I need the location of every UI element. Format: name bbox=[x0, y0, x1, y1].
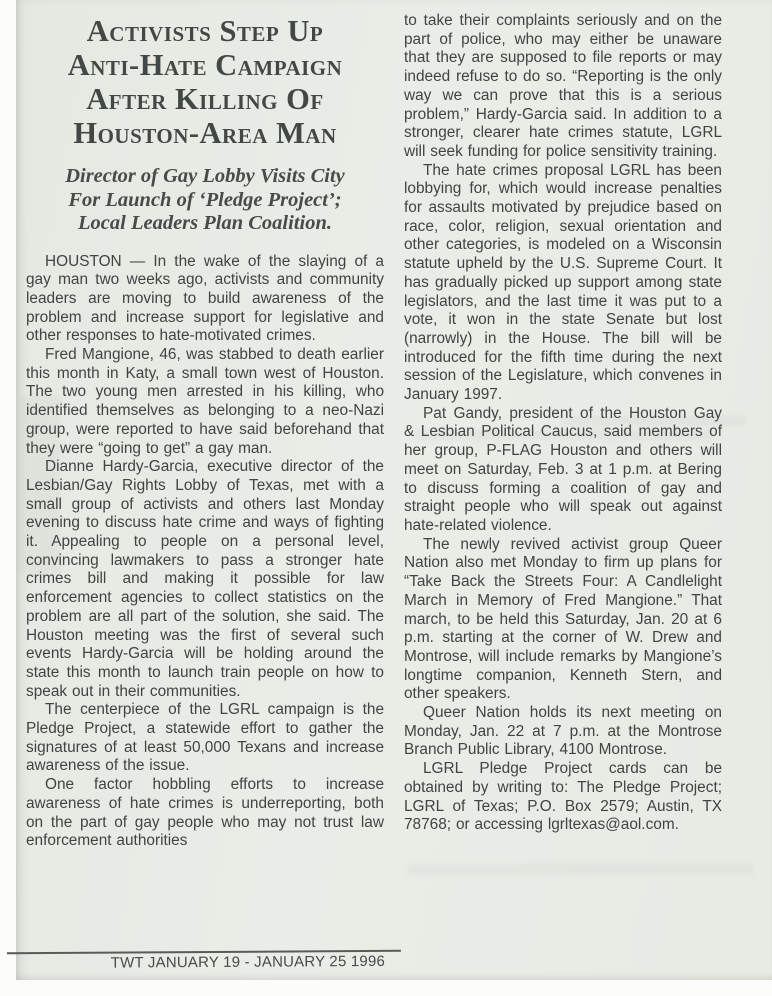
paragraph: HOUSTON — In the wake of the slaying of a gay man two weeks ago, activists and community leaders are moving to build awareness of the problem and increase support for legislative and other responses to hate-motivated crimes. bbox=[26, 252, 384, 345]
paragraph: Dianne Hardy-Garcia, executive director of the Lesbian/Gay Rights Lobby of Texas, met with a small group of activists and others last Monday evening to discuss hate crime and ways of fighting it. Appealing to people on a personal level, convincing lawmakers to pass a stronger hate crimes bill and making it possible for law enforcement agencies to collect statistics on the problem are all part of the solution, she said. The Houston meeting was the first of several such events Hardy-Garcia will be holding around the state this month to launch train people on how to speak out in their communities. bbox=[26, 458, 384, 700]
headline-line: Houston-Area Man bbox=[73, 116, 337, 150]
paragraph: LGRL Pledge Project cards can be obtained by writing to: The Pledge Project; LGRL of Texas; P.O. Box 2579; Austin, TX 78768; or accessing lgrltexas@aol.com. bbox=[404, 760, 722, 834]
paragraph: Queer Nation holds its next meeting on Monday, Jan. 22 at 7 p.m. at the Montrose Branch Public Library, 4100 Montrose. bbox=[404, 704, 722, 759]
page-footer bbox=[7, 950, 401, 972]
subheadline-line: For Launch of ‘Pledge Project’; bbox=[68, 188, 342, 211]
issue-date-line: TWT JANUARY 19 - JANUARY 25 1996 bbox=[110, 952, 386, 972]
headline-line: Activists Step Up bbox=[86, 14, 324, 48]
right-column bbox=[404, 6, 722, 835]
left-column bbox=[26, 6, 384, 851]
newspaper-clipping bbox=[16, 0, 772, 980]
paragraph: The hate crimes proposal LGRL has been lobbying for, which would increase penalties for assaults motivated by prejudice based on race, color, religion, sexual orientation and other categories, is modeled on a Wisconsin statute upheld by the U.S. Supreme Court. It has gradually picked up support among state legislators, and the last time it was put to a vote, it won in the state Senate but lost (narrowly) in the House. The bill will be introduced for the fifth time during the next session of the Legislature, which convenes in January 1997. bbox=[404, 161, 722, 404]
paragraph: to take their complaints seriously and on the part of police, who may either be unaware that they are supposed to file reports or may indeed refuse to do so. “Reporting is the only way we can prove that this is a serious problem,” Hardy-Garcia said. In addition to a stronger, clearer hate crimes statute, LGRL will seek funding for police sensitivity training. bbox=[404, 12, 722, 160]
paragraph: Pat Gandy, president of the Houston Gay & Lesbian Political Caucus, said members of her group, P-FLAG Houston and others will meet on Saturday, Feb. 3 at 1 p.m. at Bering to discuss forming a coalition of gay and straight people who will speak out against hate-related violence. bbox=[404, 404, 722, 534]
paragraph: The newly revived activist group Queer Nation also met Monday to firm up plans for “Take Back the Streets Four: A Candlelight March in Memory of Fred Mangione.” That march, to be held this Saturday, Jan. 20 at 6 p.m. starting at the corner of W. Drew and Montrose, will include remarks by Mangione’s longtime companion, Kenneth Stern, and other speakers. bbox=[404, 535, 722, 703]
paragraph: Fred Mangione, 46, was stabbed to death earlier this month in Katy, a small town west of Houston. The two young men arrested in his killing, who identified themselves as belonging to a neo-Nazi group, were reported to have said beforehand that they were “going to get” a gay man. bbox=[26, 346, 384, 457]
paragraph: One factor hobbling efforts to increase awareness of hate crimes is underreporting, both on the part of gay people who may not trust law enforcement authorities bbox=[26, 776, 384, 850]
article-column-1 bbox=[26, 253, 384, 852]
subheadline-line: Local Leaders Plan Coalition. bbox=[78, 212, 332, 234]
subheadline bbox=[26, 165, 384, 236]
paragraph: The centerpiece of the LGRL campaign is the Pledge Project, a statewide effort to gather the signatures of at least 50,000 Texans and increase awareness of the issue. bbox=[26, 701, 384, 775]
subheadline-line: Director of Gay Lobby Visits City bbox=[65, 165, 345, 187]
article-column-2 bbox=[404, 12, 722, 835]
headline-line: After Killing Of bbox=[86, 82, 324, 116]
scan-artifact bbox=[408, 864, 753, 875]
headline-line: Anti-Hate Campaign bbox=[67, 48, 343, 82]
headline bbox=[26, 14, 384, 150]
